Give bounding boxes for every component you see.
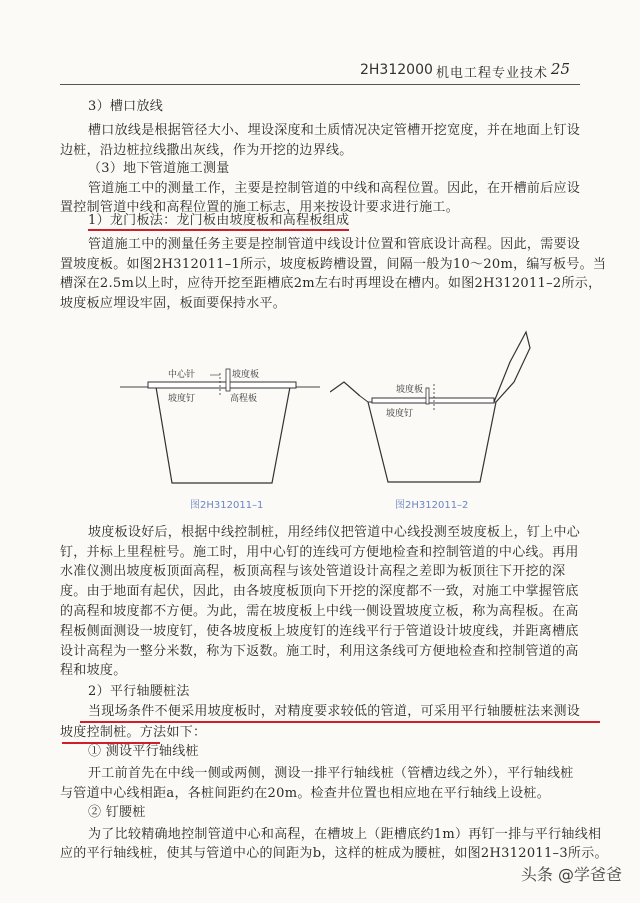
body-line: 坡度板设好后，根据中线控制桩，用经纬仪把管道中心线投测至坡度板上，钉上中心: [88, 525, 581, 540]
body-line: 为了比较精确地控制管道中心和高程，在槽坡上（距槽底约1m）再钉一排与平行轴线相: [88, 827, 602, 842]
body-line: 坡度控制桩。方法如下：: [60, 725, 207, 740]
body-line: 置控制管道中线和高程位置的施工标志，用来按设计要求进行施工。: [60, 200, 460, 215]
highlighted-text: 1）龙门板法：龙门板由坡度板和高程板组成: [88, 213, 349, 231]
body-line: 坡度板应埋设牢固，板面要保持水平。: [60, 296, 287, 311]
figure-1: [120, 355, 320, 490]
body-line: 与管道中心线相距a，各桩间距约在20m。检查井位置也相应地在平行轴线上设桩。: [60, 786, 551, 801]
figure-1-caption: 图2H312011–1: [190, 500, 264, 511]
section-heading: 3）槽口放线: [88, 99, 164, 114]
body-line: 开工前首先在中线一侧或两侧，测设一排平行轴线桩（管槽边线之外），平行轴线桩: [88, 766, 574, 781]
page-number: 25: [550, 60, 570, 78]
figure-2-caption: 图2H312011–2: [395, 500, 469, 511]
section-heading: 2）平行轴腰桩法: [88, 684, 190, 699]
highlighted-heading: [60, 212, 590, 230]
chapter-title: 机电工程专业技术: [436, 66, 549, 81]
body-line: 度。由于地面有起伏，因此，由各坡度板顶向下开挖的深度都不一致，对施工中掌握管底: [60, 584, 579, 599]
label-slope-nail: 坡度钉: [386, 409, 414, 419]
chapter-code: 2H312000: [360, 62, 433, 78]
section-heading: （3）地下管道施工测量: [88, 161, 230, 176]
red-underline: [80, 721, 600, 723]
label-slope-nail: 坡度钉: [168, 394, 196, 404]
subheading: ② 钉腰桩: [88, 805, 146, 820]
body-line: 槽口放线是根据管径大小、埋设深度和土质情况决定管槽开挖宽度，并在地面上钉设: [88, 123, 581, 138]
body-line: 的高程和坡度都不方便。为此，需在坡度板上中线一侧设置坡度立板，称为高程板。在高: [60, 604, 579, 619]
body-line: 管道施工中的测量工作，主要是控制管道的中线和高程位置。因此，在开槽前后应设: [88, 181, 581, 196]
body-line: 设计高程为一整分米数，称为下返数。施工时，利用这条线可方便地检查和控制管道的高: [60, 644, 579, 659]
body-line: 边桩，沿边桩拉线撒出灰线，作为开挖的边界线。: [60, 143, 353, 158]
body-line: 水准仪测出坡度板顶面高程，板顶高程与该处管道设计高程之差即为板顶往下开挖的深: [60, 564, 566, 579]
body-line: 应的平行轴线桩，使其与管道中心的间距为b，这样的桩成为腰桩，如图2H312011–3所示。: [60, 846, 608, 861]
highlighted-line: 当现场条件不便采用坡度板时，对精度要求较低的管道，可采用平行轴腰桩法来测设: [88, 704, 581, 719]
body-line: 钉，并标上里程桩号。施工时，用中心钉的连线可方便地检查和控制管道的中心线。再用: [60, 545, 579, 560]
figure-2: [330, 322, 540, 492]
label-elevation-board: 高程板: [230, 394, 258, 404]
subheading: ① 测设平行轴线桩: [88, 744, 199, 759]
body-line: 置坡度板。如图2H312011–1所示，坡度板跨槽设置，间隔一般为10～20m，编写板号。当: [60, 257, 607, 272]
body-line: 管道施工中的测量任务主要是控制管道中线设计位置和管底设计高程。因此，需要设: [88, 237, 581, 252]
label-center-nail: 中心针: [168, 370, 196, 380]
body-line: 程板侧面测设一坡度钉，使各坡度板上坡度钉的连线平行于管道设计坡度线，并距离槽底: [60, 624, 579, 639]
label-slope-board: 坡度板: [396, 385, 424, 395]
label-slope-board: 坡度板: [232, 370, 260, 380]
watermark: 头条 @学爸爸: [520, 865, 622, 884]
body-line: 程和坡度。: [60, 663, 127, 678]
body-line: 槽深在2.5m以上时，应待开挖至距槽底2m左右时再埋设在槽内。如图2H312011–2所示，: [60, 276, 602, 291]
running-header: [60, 60, 580, 85]
